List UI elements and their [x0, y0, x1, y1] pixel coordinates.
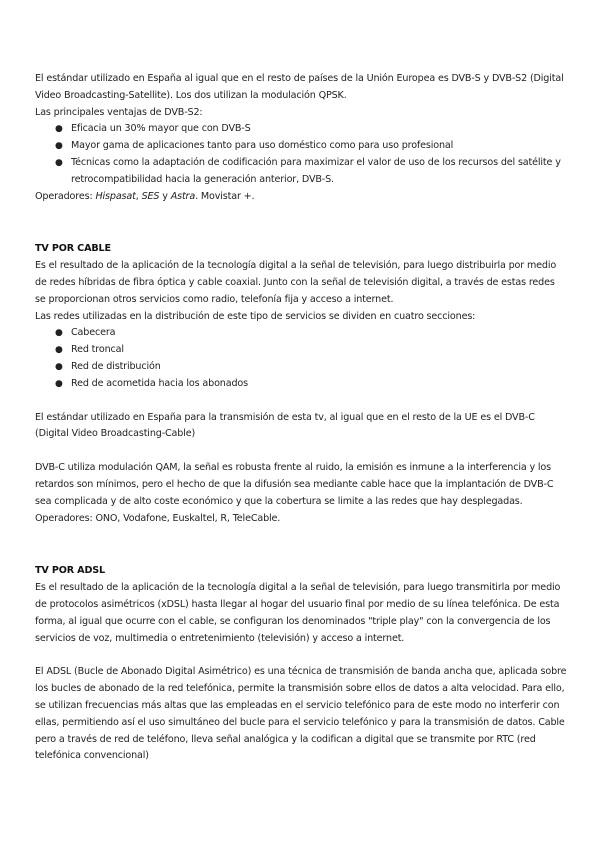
adsl-heading: TV POR ADSL	[35, 565, 105, 577]
list-item	[35, 325, 567, 342]
bullet-icon: ●	[55, 328, 63, 339]
operator-hispasat: Hispasat	[95, 190, 136, 202]
bullet-icon: ●	[55, 378, 63, 389]
list-item	[35, 155, 567, 189]
operators-suffix: . Movistar +.	[195, 190, 255, 202]
operators-label: Operadores:	[35, 190, 96, 202]
bullet-icon: ●	[55, 124, 63, 135]
list-item-text: Técnicas como la adaptación de codificación para maximizar el valor de uso de los recursos del satélite y retrocompatibilidad hacia la generación anterior, DVB-S.	[71, 156, 561, 185]
separator: ,	[135, 190, 142, 202]
list-item-text: Red de acometida hacia los abonados	[71, 377, 248, 389]
list-item	[35, 359, 567, 376]
list-item-text: Cabecera	[71, 327, 116, 339]
cable-sections-list	[35, 325, 567, 392]
list-item	[35, 121, 567, 138]
bullet-icon: ●	[55, 345, 63, 356]
cable-operators: Operadores: ONO, Vodafone, Euskaltel, R, TeleCable.	[35, 512, 281, 524]
cable-sections-title: Las redes utilizadas en la distribución de este tipo de servicios se dividen en cuatro secciones:	[35, 310, 476, 322]
separator: y	[159, 190, 171, 202]
adsl-detail-paragraph: El ADSL (Bucle de Abonado Digital Asimétrico) es una técnica de transmisión de banda ancha que, aplicada sobre los bucles de abonado de la red telefónica, permite la transmisión sobre ellos de datos a alta velocidad. Para ello, se utilizan frecuencias más altas que las empleadas en el servicio telefónico para de este modo no interferir con ellas, permitiendo así el uso simultáneo del bucle para el servicio telefónico y para la transmisión de datos. Cable pero a través de red de teléfono, lleva señal analógica y la codifican a digital que se transmite por RTC (red telefónica convencional)	[35, 666, 567, 762]
list-item	[35, 342, 567, 359]
list-item-text: Red troncal	[71, 344, 124, 356]
bullet-icon: ●	[55, 157, 63, 168]
adsl-intro-paragraph: Es el resultado de la aplicación de la tecnología digital a la señal de televisión, para luego transmitirla por medio de protocolos asimétricos (xDSL) hasta llegar al hogar del usuario final por medio de su línea telefónica. De esta forma, al igual que ocurre con el cable, se configuran los denominados "triple play" con la convergencia de los servicios de voz, multimedia o entretenimiento (televisión) y acceso a internet.	[35, 582, 561, 644]
list-item	[35, 138, 567, 155]
cable-intro-paragraph: Es el resultado de la aplicación de la tecnología digital a la señal de televisión, para luego distribuirla por medio de redes híbridas de fibra óptica y cable coaxial. Junto con la señal de televisión digital, a través de estas redes se proporcionan otros servicios como radio, telefonía fija y acceso a internet.	[35, 260, 557, 305]
operator-astra: Astra	[170, 190, 196, 202]
document-body	[35, 71, 567, 765]
cable-standard-paragraph: El estándar utilizado en España para la transmisión de esta tv, al igual que en el resto de la UE es el DVB-C (Digital Video Broadcasting-Cable)	[35, 411, 535, 440]
dvbs-intro-paragraph: El estándar utilizado en España al igual que en el resto de países de la Unión Europea es DVB-S y DVB-S2 (Digital Video Broadcasting-Satellite). Los dos utilizan la modulación QPSK.	[35, 73, 564, 101]
list-item-text: Red de distribución	[71, 360, 161, 372]
cable-modulation-paragraph: DVB-C utiliza modulación QAM, la señal es robusta frente al ruido, la emisión es inmune a la interferencia y los retardos son mínimos, pero el hecho de que la difusión sea mediante cable hace que la implantación de DVB-C sea complicada y de alto coste económico y que la cobertura se limite a las redes que hay desplegadas.	[35, 462, 554, 507]
bullet-icon: ●	[55, 361, 63, 372]
list-item	[35, 376, 567, 393]
dvbs-advantages-title: Las principales ventajas de DVB-S2:	[35, 106, 203, 118]
bullet-icon: ●	[55, 141, 63, 152]
cable-heading: TV POR CABLE	[35, 243, 111, 255]
dvbs-operators	[35, 189, 567, 206]
list-item-text: Eficacia un 30% mayor que con DVB-S	[71, 123, 251, 135]
list-item-text: Mayor gama de aplicaciones tanto para uso doméstico como para uso profesional	[71, 140, 454, 152]
dvbs-advantages-list	[35, 121, 567, 188]
operator-ses: SES	[141, 190, 160, 202]
